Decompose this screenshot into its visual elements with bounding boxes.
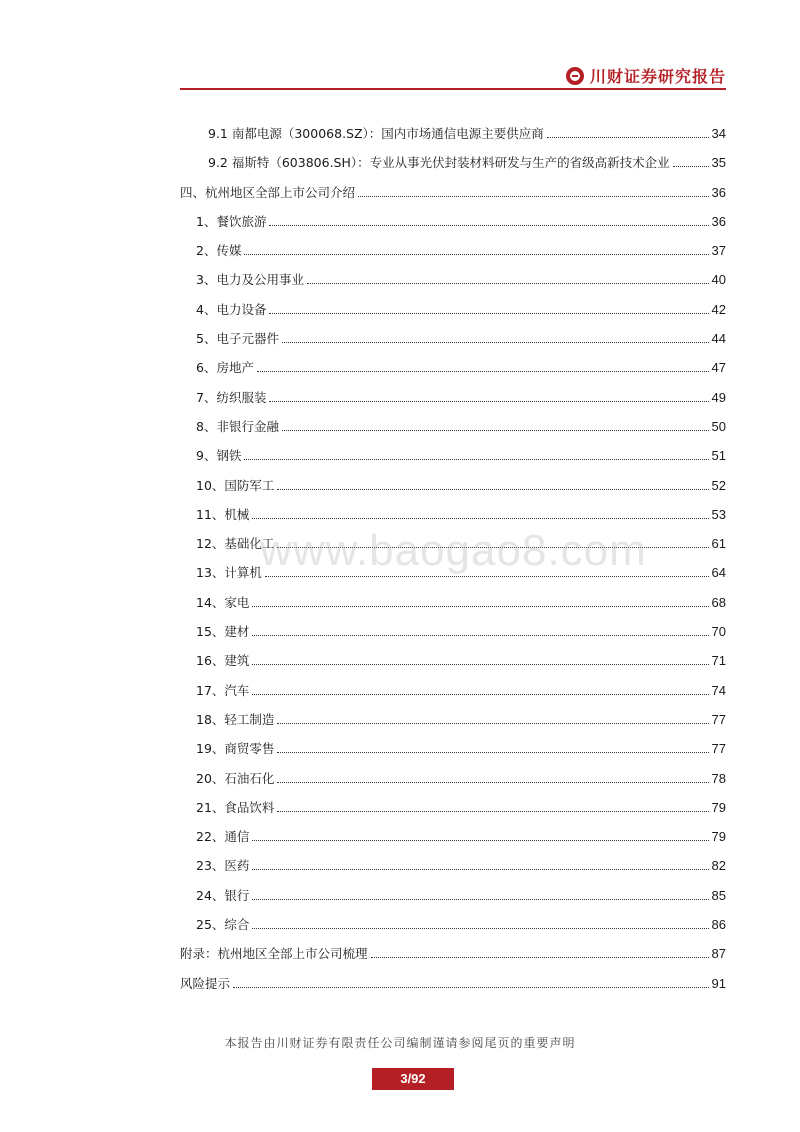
- toc-entry-page: 36: [711, 213, 726, 229]
- toc-entry-page: 36: [711, 184, 726, 200]
- toc-entry-title: 8、非银行金融: [196, 418, 279, 434]
- toc-entry[interactable]: [180, 388, 726, 417]
- toc-entry-page: 77: [711, 741, 726, 757]
- toc-entry-page: 74: [711, 682, 726, 698]
- toc-dot-leader: [252, 693, 708, 695]
- toc-entry-title: 3、电力及公用事业: [196, 272, 304, 288]
- toc-entry-page: 79: [711, 799, 726, 815]
- toc-dot-leader: [252, 634, 708, 636]
- toc-dot-leader: [257, 370, 709, 372]
- toc-entry[interactable]: [180, 769, 726, 798]
- toc-entry-title: 20、石油石化: [196, 770, 275, 786]
- toc-entry-page: 53: [711, 506, 726, 522]
- toc-entry-page: 42: [711, 301, 726, 317]
- toc-entry[interactable]: [180, 622, 726, 651]
- toc-dot-leader: [277, 546, 708, 548]
- toc-entry[interactable]: [180, 270, 726, 299]
- toc-entry-page: 52: [711, 477, 726, 493]
- brand: [566, 64, 726, 87]
- toc-entry-page: 35: [711, 155, 726, 171]
- toc-entry-title: 附录：杭州地区全部上市公司梳理: [180, 946, 368, 962]
- company-logo-icon: [566, 67, 584, 85]
- toc-entry-title: 4、电力设备: [196, 301, 267, 317]
- toc-dot-leader: [244, 458, 708, 460]
- footer-disclaimer: 本报告由川财证券有限责任公司编制谨请参阅尾页的重要声明: [224, 1036, 576, 1050]
- toc-dot-leader: [277, 781, 708, 783]
- toc-dot-leader: [282, 429, 709, 431]
- toc-dot-leader: [252, 663, 708, 665]
- toc-entry-page: 79: [711, 829, 726, 845]
- toc-entry-page: 70: [711, 624, 726, 640]
- toc-entry[interactable]: [180, 827, 726, 856]
- toc-entry[interactable]: [180, 710, 726, 739]
- page-header: [180, 60, 726, 90]
- toc-entry-page: 91: [711, 975, 726, 991]
- toc-entry-page: 34: [711, 126, 726, 141]
- toc-dot-leader: [371, 956, 709, 958]
- toc-entry[interactable]: [180, 798, 726, 827]
- toc-dot-leader: [269, 400, 708, 402]
- toc-entry-page: 78: [711, 770, 726, 786]
- toc-entry-page: 47: [711, 360, 726, 376]
- toc-dot-leader: [269, 224, 708, 226]
- toc-entry-page: 87: [711, 946, 726, 962]
- toc-entry-title: 14、家电: [196, 594, 250, 610]
- toc-dot-leader: [547, 136, 709, 138]
- toc-entry-title: 17、汽车: [196, 682, 250, 698]
- toc-entry-title: 19、商贸零售: [196, 741, 275, 757]
- toc-dot-leader: [307, 282, 709, 284]
- toc-entry-page: 50: [711, 418, 726, 434]
- toc-dot-leader: [358, 195, 709, 197]
- toc-entry-title: 25、综合: [196, 917, 250, 933]
- toc-entry[interactable]: [180, 329, 726, 358]
- toc-entry-title: 21、食品饮料: [196, 799, 275, 815]
- toc-dot-leader: [282, 341, 709, 343]
- toc-entry[interactable]: [180, 505, 726, 534]
- toc-entry-title: 10、国防军工: [196, 477, 275, 493]
- toc-entry[interactable]: [180, 124, 726, 153]
- toc-entry-title: 6、房地产: [196, 360, 254, 376]
- toc-entry[interactable]: [180, 856, 726, 885]
- toc-entry-page: 71: [711, 653, 726, 669]
- toc-entry[interactable]: [180, 681, 726, 710]
- toc-entry-page: 68: [711, 594, 726, 610]
- toc-dot-leader: [269, 312, 708, 314]
- toc-entry-page: 44: [711, 331, 726, 347]
- toc-dot-leader: [233, 986, 709, 988]
- toc-entry-title: 7、纺织服装: [196, 389, 267, 405]
- toc-entry-page: 64: [711, 565, 726, 581]
- toc-entry[interactable]: [180, 563, 726, 592]
- toc-entry[interactable]: [180, 974, 726, 1003]
- toc-entry-page: 77: [711, 711, 726, 727]
- toc-entry[interactable]: [180, 300, 726, 329]
- toc-dot-leader: [252, 517, 708, 519]
- toc-entry[interactable]: [180, 944, 726, 973]
- toc-entry-title: 9、钢铁: [196, 448, 242, 464]
- toc-dot-leader: [252, 898, 708, 900]
- toc-entry-title: 24、银行: [196, 887, 250, 903]
- toc-dot-leader: [277, 722, 708, 724]
- toc-entry-title: 13、计算机: [196, 565, 262, 581]
- toc-entry[interactable]: [180, 886, 726, 915]
- toc-entry-page: 49: [711, 389, 726, 405]
- toc-entry[interactable]: [180, 534, 726, 563]
- toc-entry[interactable]: [180, 915, 726, 944]
- toc-entry-page: 82: [711, 858, 726, 874]
- toc-entry[interactable]: [180, 593, 726, 622]
- toc-entry-title: 1、餐饮旅游: [196, 213, 267, 229]
- toc-dot-leader: [252, 868, 708, 870]
- toc-entry[interactable]: [180, 417, 726, 446]
- brand-name: 川财证券研究报告: [589, 67, 726, 86]
- toc-entry[interactable]: [180, 446, 726, 475]
- header-divider: [180, 88, 726, 90]
- toc-dot-leader: [277, 488, 708, 490]
- watermark: www.baogao8.com: [260, 526, 647, 575]
- toc-entry[interactable]: [180, 476, 726, 505]
- toc-entry-page: 40: [711, 272, 726, 288]
- toc-dot-leader: [277, 810, 708, 812]
- toc-dot-leader: [277, 751, 708, 753]
- toc-entry[interactable]: [180, 358, 726, 387]
- toc-entry-page: 86: [711, 917, 726, 933]
- toc-entry-title: 风险提示: [180, 975, 231, 991]
- toc-entry[interactable]: [180, 153, 726, 182]
- toc-entry-title: 16、建筑: [196, 653, 250, 669]
- toc-entry-title: 11、机械: [196, 506, 250, 522]
- toc-entry-page: 85: [711, 887, 726, 903]
- toc-entry-title: 2、传媒: [196, 243, 242, 259]
- page-number: 3/92: [372, 1068, 454, 1090]
- toc-dot-leader: [252, 605, 708, 607]
- table-of-contents: [180, 124, 726, 1003]
- toc-entry-title: 四、杭州地区全部上市公司介绍: [180, 184, 356, 200]
- toc-dot-leader: [265, 575, 709, 577]
- toc-dot-leader: [673, 165, 709, 167]
- toc-entry-page: 61: [711, 536, 726, 552]
- toc-dot-leader: [252, 839, 708, 841]
- toc-entry-title: 5、电子元器件: [196, 331, 279, 347]
- toc-dot-leader: [244, 253, 708, 255]
- toc-entry-title: 9.2 福斯特（603806.SH）：专业从事光伏封装材料研发与生产的省级高新技术企业: [208, 155, 670, 171]
- toc-entry[interactable]: [180, 183, 726, 212]
- toc-entry-title: 15、建材: [196, 624, 250, 640]
- toc-dot-leader: [252, 927, 708, 929]
- toc-entry-title: 12、基础化工: [196, 536, 275, 552]
- toc-entry-title: 22、通信: [196, 829, 250, 845]
- toc-entry-page: 51: [711, 448, 726, 464]
- toc-entry-title: 18、轻工制造: [196, 711, 275, 727]
- toc-entry[interactable]: [180, 212, 726, 241]
- toc-entry-page: 37: [711, 243, 726, 259]
- toc-entry[interactable]: [180, 739, 726, 768]
- toc-entry-title: 9.1 南都电源（300068.SZ）：国内市场通信电源主要供应商: [208, 126, 544, 141]
- toc-entry[interactable]: [180, 241, 726, 270]
- toc-entry-title: 23、医药: [196, 858, 250, 874]
- toc-entry[interactable]: [180, 651, 726, 680]
